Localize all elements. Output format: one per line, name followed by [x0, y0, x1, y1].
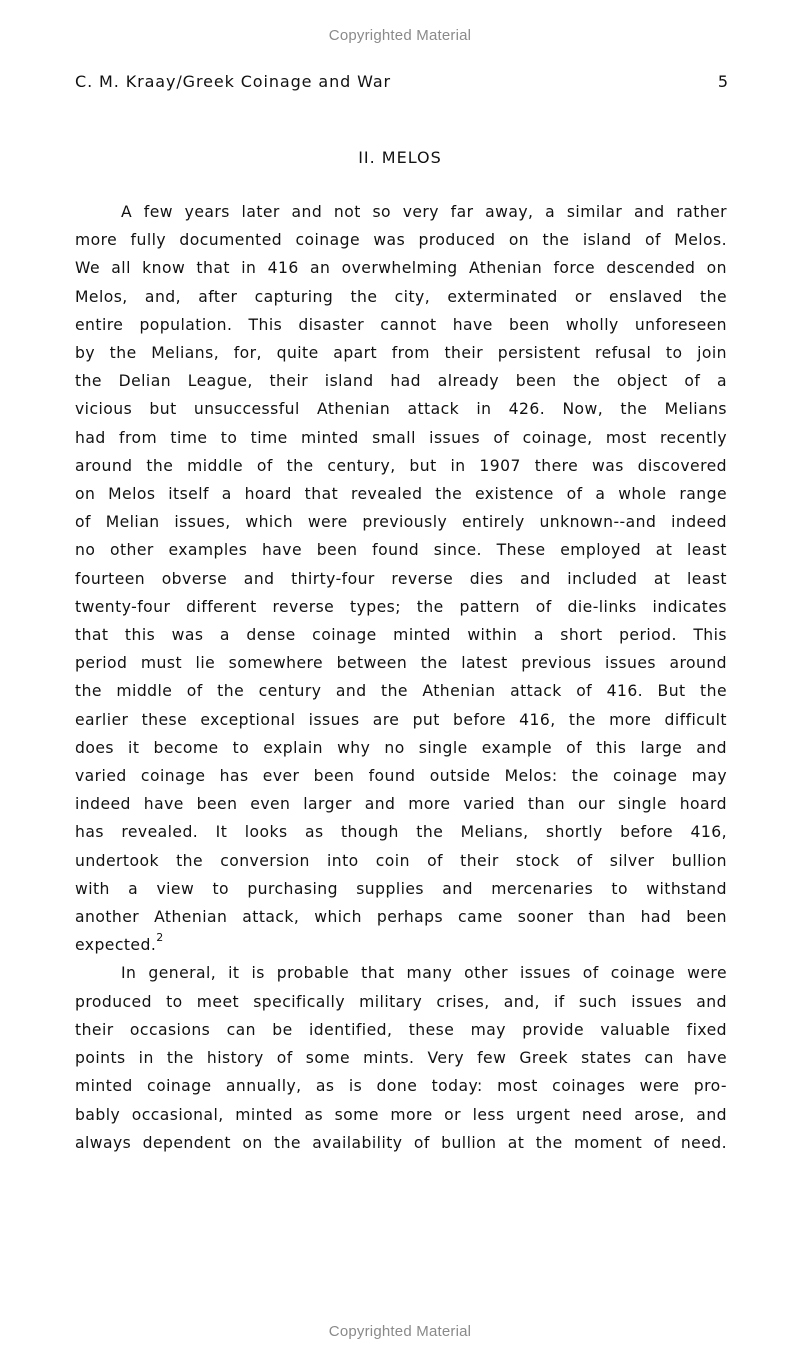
text-line: around the middle of the century, but in 1907 there was discovered	[75, 456, 727, 475]
text-line: entire population. This disaster cannot have been wholly unforeseen	[75, 315, 727, 334]
page-number: 5	[717, 72, 728, 91]
text-line: with a view to purchasing supplies and mercenaries to withstand	[75, 879, 727, 898]
text-line: the middle of the century and the Athenian attack of 416. But the	[75, 682, 727, 701]
footnote-reference[interactable]: 2	[156, 931, 164, 945]
text-line: that this was a dense coinage minted within a short period. This	[75, 626, 727, 645]
text-line: of Melian issues, which were previously entirely unknown--and indeed	[75, 513, 727, 532]
text-line: undertook the conversion into coin of their stock of silver bullion	[75, 851, 727, 870]
text-line: has revealed. It looks as though the Melians, shortly before 416,	[75, 823, 727, 842]
running-head: C. M. Kraay/Greek Coinage and War	[75, 72, 392, 91]
text-line	[75, 931, 727, 959]
text-line: the Delian League, their island had already been the object of a	[75, 372, 727, 391]
text-line: In general, it is probable that many other issues of coinage were	[121, 964, 727, 983]
text-line: period must lie somewhere between the latest previous issues around	[75, 654, 727, 673]
text-line: their occasions can be identified, these may provide valuable fixed	[75, 1020, 727, 1039]
paragraph-1	[75, 198, 727, 959]
text-line: vicious but unsuccessful Athenian attack in 426. Now, the Melians	[75, 400, 727, 419]
text-line: points in the history of some mints. Very few Greek states can have	[75, 1049, 727, 1068]
text-line: minted coinage annually, as is done today: most coinages were pro-	[75, 1077, 727, 1096]
text-line: indeed have been even larger and more varied than our single hoard	[75, 795, 727, 814]
text-line: had from time to time minted small issues of coinage, most recently	[75, 428, 727, 447]
text-line: twenty-four different reverse types; the pattern of die-links indicates	[75, 597, 727, 616]
text-line: fourteen obverse and thirty-four reverse dies and included at least	[75, 569, 727, 588]
text-line: earlier these exceptional issues are put before 416, the more difficult	[75, 710, 727, 729]
text-line: more fully documented coinage was produced on the island of Melos.	[75, 231, 727, 250]
text-line: Melos, and, after capturing the city, exterminated or enslaved the	[75, 287, 727, 306]
copyright-watermark-bottom: Copyrighted Material	[328, 1323, 472, 1340]
paragraph-2	[75, 959, 727, 1156]
text-line: another Athenian attack, which perhaps came sooner than had been	[75, 908, 727, 927]
text-line: on Melos itself a hoard that revealed the existence of a whole range	[75, 485, 727, 504]
text-line: produced to meet specifically military crises, and, if such issues and	[75, 992, 727, 1011]
copyright-watermark-top: Copyrighted Material	[328, 27, 472, 44]
text-line-content: expected.	[75, 936, 157, 955]
body-text	[75, 198, 727, 1157]
text-line: We all know that in 416 an overwhelming Athenian force descended on	[75, 259, 727, 278]
text-line: by the Melians, for, quite apart from their persistent refusal to join	[75, 344, 727, 363]
section-title: II. MELOS	[358, 148, 442, 167]
text-line: A few years later and not so very far away, a similar and rather	[121, 203, 727, 221]
text-line: no other examples have been found since. These employed at least	[75, 541, 727, 560]
text-line: bably occasional, minted as some more or less urgent need arose, and	[75, 1105, 727, 1124]
text-line: does it become to explain why no single example of this large and	[75, 738, 727, 757]
text-line: always dependent on the availability of bullion at the moment of need.	[75, 1133, 727, 1152]
text-line: varied coinage has ever been found outside Melos: the coinage may	[75, 767, 727, 786]
